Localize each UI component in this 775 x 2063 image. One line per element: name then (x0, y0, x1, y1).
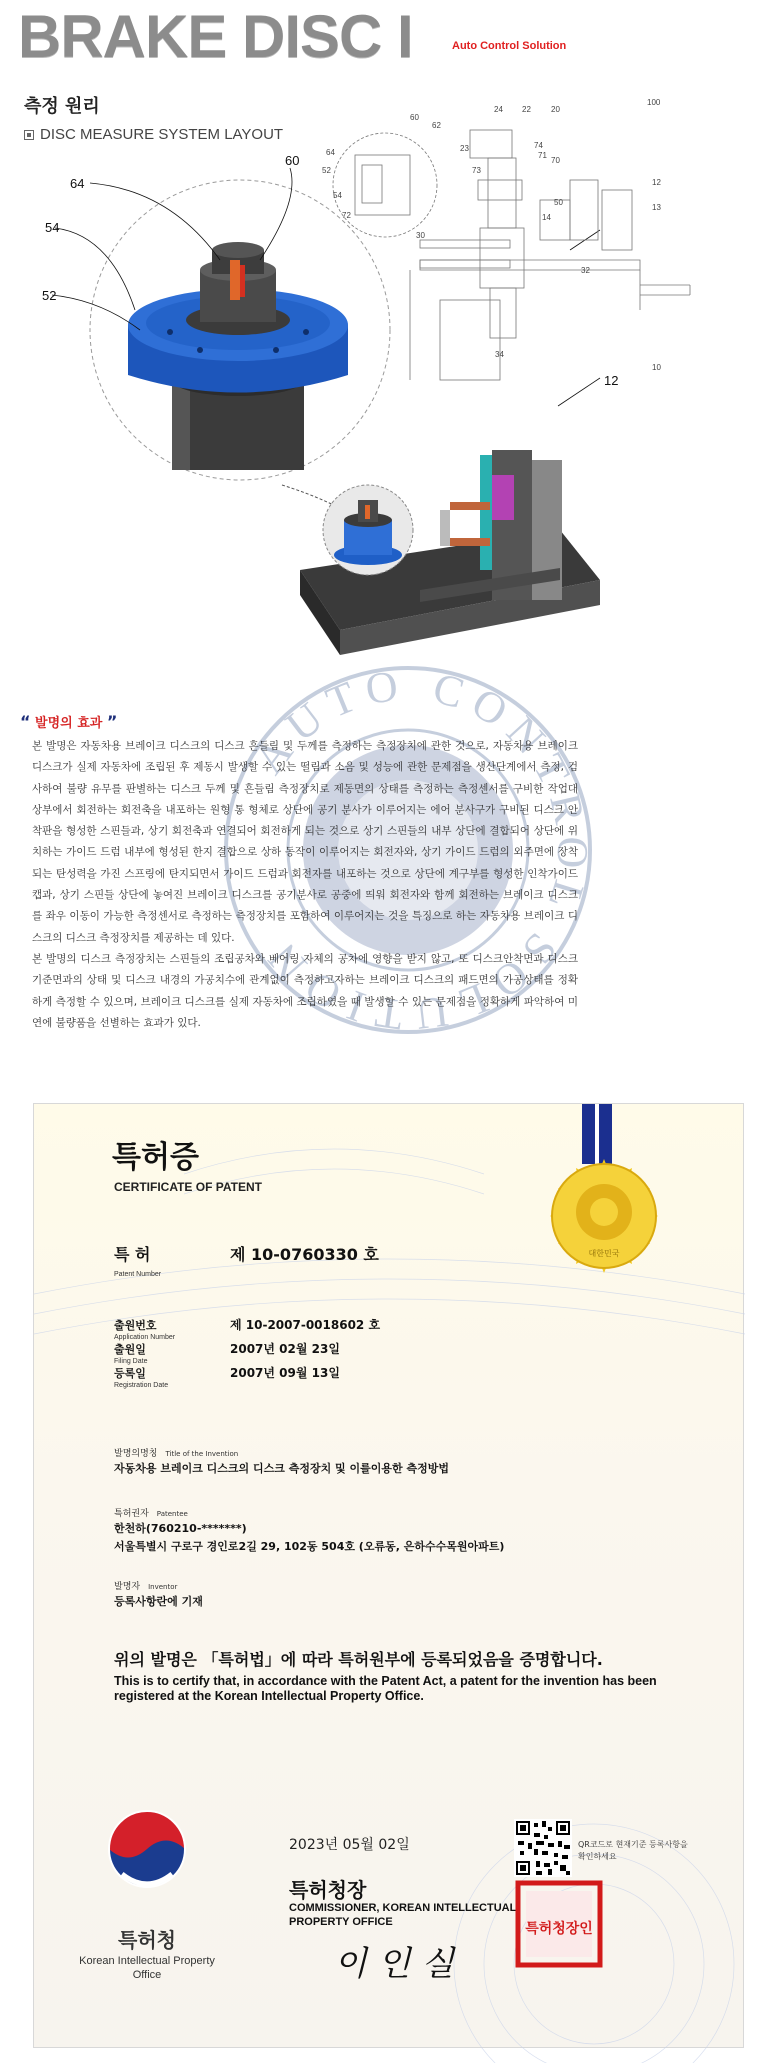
inventor-label (114, 1579, 177, 1592)
filing-label-en: Filing Date (114, 1358, 148, 1365)
quote-close: ” (106, 712, 118, 731)
declaration-en: This is to certify that, in accordance with the Patent Act, a patent for the invention has been registered at the Korean Intellectual Property Office. (114, 1674, 657, 1703)
svg-text:54: 54 (333, 191, 342, 200)
svg-text:71: 71 (538, 151, 547, 160)
effects-paragraph-2: 본 발명의 디스크 측정장치는 스핀들의 조립공차와 베어링 자체의 공차에 영향을 받지 않고, 또 디스크안착면과 디스크 기준면과의 상태 및 디스크 내경의 가공치수에 관계없이 측정하고자하는 브레이크 디스크의 패드면의 가공상태를 정확하게 측정할 수 있으며, 브레이크 디스크를 실제 자동차에 조립하였을 때 발생할 수 있는 문제점을 정확하게 파악하여 미연에 불량품을 선별하는 효과가 있다. (32, 952, 578, 1029)
filing-label (114, 1341, 147, 1365)
effects-paragraph-1: 본 발명은 자동차용 브레이크 디스크의 디스크 흔들림 및 두께를 측정하는 측정장치에 관한 것으로, 자동차용 브레이크 디스크가 실제 자동차에 조립된 후 제동시 발생할 수 있는 떨림과 소음 및 성능에 관한 문제점을 생산단계에서 측정, 검사하여 불량 유무를 판별하는 디스크 두께 및 흔들림 측정장치로 제동면의 상태를 측정하는 측정센서를 구비한 작업대 상부에서 회전하는 회전축을 내포하는 원형 통 형체로 상단에 공기 분사가 이루어지는 에어 분사구가 구비된 디스크 안착판을 형성한 스핀들과, 상기 회전축과 연결되어 회전하게 되는 것으로 상기 스핀들의 내부 상단에 결합되어 상단에 위치하는 가이드 드럼 내부에 형성된 한지 결합으로 상하 동작이 이루어지는 회전자와, 상기 가이드 드럼의 외주면에 장착되는 탄성력을 가진 스프링에 탄지되면서 가이드 드럼과 회전자를 내포하는 것으로 상단에 계구부를 형성한 인착가이드 캡과, 상기 스핀들 상단에 놓여진 브레이크 디스크를 공기분사로 공중에 띄워 회전자와 함께 회전하는 브레이크 디스크를 좌우 이동이 가능한 측정센서로 측정하는 측정장치를 포함하여 이루어지는 것을 특징으로 하는 자동차용 브레이크 디스크의 디스크 측정장치를 제공하는 데 있다. (32, 740, 578, 944)
layout-label-text: DISC MEASURE SYSTEM LAYOUT (40, 126, 284, 143)
filing-date-value: 2007년 02월 23일 (230, 1342, 340, 1356)
office-name-ko: 특허청 (118, 1928, 176, 1952)
brand-subtitle: Auto Control Solution (452, 40, 567, 52)
callout-54: 54 (45, 220, 60, 235)
patent-label-en: Patent Number (114, 1271, 162, 1278)
inventor-label-en: Inventor (148, 1583, 178, 1591)
brand-title: BRAKE DISC I (18, 3, 413, 70)
svg-text:60: 60 (410, 113, 419, 122)
svg-text:30: 30 (416, 231, 425, 240)
effects-body (32, 736, 578, 1034)
callout-52: 52 (42, 288, 57, 303)
certificate-subtitle: CERTIFICATE OF PATENT (114, 1180, 262, 1194)
svg-text:64: 64 (326, 148, 335, 157)
effects-title: 발명의 효과 (35, 716, 103, 731)
registration-date-value: 2007년 09월 13일 (230, 1366, 340, 1380)
declaration-ko: 위의 발명은 「특허법」에 따라 특허원부에 등록되었음을 증명합니다. (114, 1650, 603, 1669)
svg-text:72: 72 (342, 211, 351, 220)
callout-64: 64 (70, 176, 85, 191)
svg-text:52: 52 (322, 166, 331, 175)
svg-text:34: 34 (495, 350, 504, 359)
patentee-label (114, 1506, 188, 1519)
registration-label-ko: 등록일 (114, 1367, 146, 1380)
svg-text:23: 23 (460, 144, 469, 153)
svg-text:10: 10 (652, 363, 661, 372)
qr-code-icon (514, 1819, 572, 1877)
invention-label-en: Title of the Invention (165, 1450, 239, 1458)
svg-text:70: 70 (551, 156, 560, 165)
application-label (114, 1317, 175, 1341)
application-label-ko: 출원번호 (114, 1319, 157, 1332)
gold-seal (504, 1104, 704, 1314)
svg-text:14: 14 (542, 213, 551, 222)
patentee-label-en: Patentee (156, 1510, 188, 1518)
commissioner-title-ko: 특허청장 (289, 1878, 367, 1902)
watermark-ring-text: AUTO CONTROL SOLUTION (244, 660, 598, 1040)
registration-label (114, 1365, 168, 1389)
patent-certificate (33, 1103, 744, 2048)
callout-60: 60 (285, 153, 300, 168)
section-title: 측정 원리 (24, 96, 100, 117)
gold-seal-text: 대한민국 (588, 1249, 620, 1258)
svg-text:12: 12 (652, 178, 661, 187)
svg-text:24: 24 (494, 105, 503, 114)
patent-label-ko: 특 허 (114, 1245, 151, 1264)
red-seal-text: 특허청장인 (525, 1921, 593, 1937)
spindle-closeup (128, 242, 348, 470)
inventor-label-ko: 발명자 (114, 1582, 141, 1592)
invention-label-ko: 발명의명칭 (114, 1449, 158, 1459)
callout-12: 12 (604, 373, 619, 388)
filing-label-ko: 출원일 (114, 1343, 146, 1356)
svg-text:62: 62 (432, 121, 441, 130)
invention-title-label (114, 1446, 238, 1459)
svg-text:22: 22 (522, 105, 531, 114)
patentee-address: 서울특별시 구로구 경인로2길 29, 102동 504호 (오류동, 은하수수목원아파트) (114, 1540, 505, 1553)
line-drawing (333, 130, 690, 380)
kipo-logo-icon (92, 1794, 202, 1944)
commissioner-title-en: COMMISSIONER, KOREAN INTELLECTUAL PROPERTY OFFICE (289, 1902, 517, 1928)
svg-text:32: 32 (581, 266, 590, 275)
patentee-name: 한천하(760210-*******) (114, 1522, 247, 1535)
inventor-value: 등록사항란에 기재 (114, 1595, 203, 1608)
issue-date: 2023년 05월 02일 (289, 1837, 410, 1853)
patent-number-value: 제 10-0760330 호 (230, 1245, 379, 1264)
patent-number-label (114, 1242, 161, 1278)
quote-open: “ (20, 712, 31, 731)
registration-label-en: Registration Date (114, 1382, 169, 1389)
svg-text:50: 50 (554, 198, 563, 207)
official-red-seal (514, 1879, 604, 1969)
svg-text:73: 73 (472, 166, 481, 175)
svg-text:13: 13 (652, 203, 661, 212)
certificate-title: 특허증 (112, 1140, 199, 1175)
assembly-3d (300, 450, 600, 655)
svg-text:20: 20 (551, 105, 560, 114)
patentee-label-ko: 특허권자 (114, 1509, 149, 1519)
qr-caption: QR코드로 현재기준 등록사항을 확인하세요 (578, 1840, 688, 1861)
svg-text:이 인 실: 이 인 실 (334, 1944, 455, 1984)
effects-heading (20, 712, 117, 731)
application-label-en: Application Number (114, 1334, 176, 1341)
svg-text:74: 74 (534, 141, 543, 150)
invention-title-value: 자동차용 브레이크 디스크의 디스크 측정장치 및 이를이용한 측정방법 (114, 1462, 449, 1475)
application-number-value: 제 10-2007-0018602 호 (230, 1318, 381, 1332)
office-name-en: Korean Intellectual Property Office (79, 1955, 215, 1981)
svg-text:100: 100 (647, 98, 661, 107)
commissioner-signature (324, 1930, 524, 1990)
